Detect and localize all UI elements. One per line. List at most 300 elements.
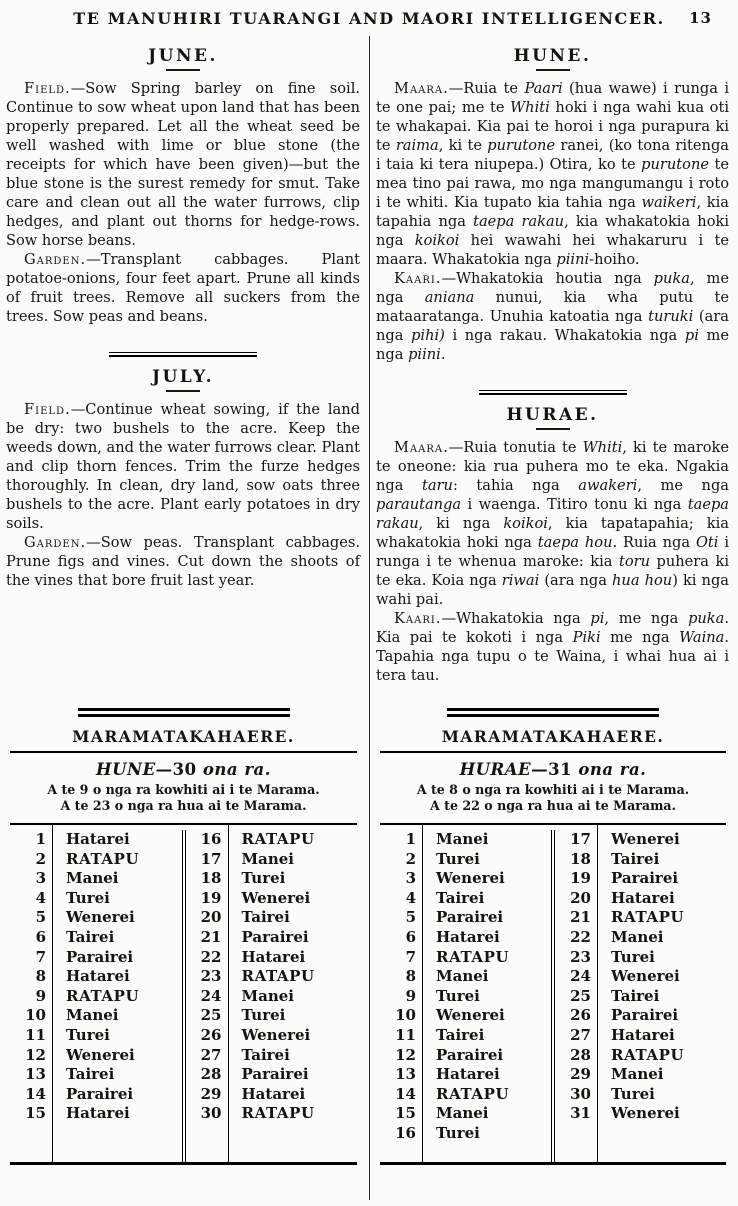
calendar-row [10, 948, 182, 968]
text-run: hei wawahi hei whakaruru i te maara. Whakatokia nga [376, 232, 729, 268]
calendar-row [10, 1026, 182, 1046]
calendar-row [10, 987, 182, 1007]
day-number: 13 [25, 1065, 46, 1084]
text-run: puka [688, 610, 725, 627]
lead-word: Maara. [394, 439, 449, 456]
text-run: —Whakatokia houtia nga [441, 270, 654, 287]
column-rule [597, 825, 598, 1162]
calendar-row [186, 967, 358, 987]
calendar-row [555, 830, 726, 850]
text-run: i runga i te whenua maroke: kia [376, 534, 729, 570]
day-number: 27 [200, 1045, 222, 1064]
day-number: 18 [570, 849, 591, 868]
text-run: , ki te [438, 137, 488, 154]
day-number: 30 [570, 1084, 591, 1103]
paragraph-july-garden [6, 533, 360, 590]
calendar-row [380, 850, 551, 870]
day-name: Wenerei [611, 830, 680, 848]
calendar-row [380, 869, 551, 889]
column-container [0, 36, 738, 1200]
calendar-row [186, 1026, 358, 1046]
calendar-row [186, 889, 358, 909]
day-name: Manei [66, 869, 119, 888]
text-run: parautanga [376, 496, 462, 513]
text-run: aniana [424, 289, 475, 306]
day-name: Turei [66, 888, 110, 907]
calendar-row [555, 850, 726, 870]
calendar-row [10, 1065, 182, 1085]
moon-phase-line: A te 8 o nga ra kowhiti ai i te Marama. [416, 782, 690, 797]
section-divider-rule [479, 390, 627, 395]
text-run: taru [422, 477, 453, 494]
text-run: Piki [572, 629, 601, 646]
calendar-row [380, 967, 551, 987]
day-number: 2 [405, 849, 416, 868]
section-heading-july: JULY. [151, 367, 215, 387]
column-english [0, 36, 369, 1200]
day-number: 6 [35, 927, 46, 946]
text-run: taepa rakau [473, 213, 565, 230]
day-number: 20 [200, 908, 222, 927]
paragraph-june-field [6, 79, 360, 250]
day-name: Wenerei [436, 1006, 505, 1025]
calendar-row [10, 850, 182, 870]
lead-word: Field. [24, 401, 71, 418]
text-run: pi [684, 327, 699, 344]
text-run: . Kia pai te kokoti i nga [376, 610, 729, 646]
day-name: Manei [436, 830, 489, 848]
day-number: 23 [570, 947, 591, 966]
text-run: . [440, 346, 446, 363]
day-number: 12 [395, 1045, 416, 1064]
double-rule [447, 708, 659, 717]
text-run: ranei, (ko tona ritenga i taia ki tera niupepa.) Otira, ko te [376, 137, 729, 173]
text-run: taepa rakau [376, 496, 729, 532]
day-name: Wenerei [241, 888, 311, 907]
calendar-row [380, 1046, 551, 1066]
day-number: 11 [25, 1025, 46, 1044]
day-number: 24 [570, 967, 591, 986]
section-heading-hurae: HURAE. [506, 405, 599, 425]
calendar-row [380, 1006, 551, 1026]
day-number: 28 [570, 1045, 591, 1064]
calendar-row [10, 1085, 182, 1105]
text-run: purutone [487, 137, 556, 154]
day-number: 23 [200, 967, 222, 986]
day-name: RATAPU [66, 849, 140, 868]
day-number: 19 [570, 869, 591, 888]
day-name: Tairei [241, 1045, 290, 1064]
day-number: 21 [200, 927, 222, 946]
calendar-row [186, 850, 358, 870]
day-name: Wenerei [436, 869, 505, 888]
calendar-row [10, 928, 182, 948]
text-run: . Tapahia nga tupu o te Waina, i whai hua ai i tera tau. [376, 629, 730, 684]
day-number: 28 [200, 1065, 222, 1084]
calendar-row [380, 1085, 551, 1105]
text-run: waikeri [641, 194, 697, 211]
text-run: : tahia nga [452, 477, 579, 494]
text-run: te mea tino pai rawa, mo nga mangumangu i roto i te whiti. Kia tupato kia tahia nga [376, 156, 729, 211]
text-run: ) ki nga wahi pai. [376, 572, 729, 608]
day-number: 6 [405, 927, 416, 946]
text-run: (hua wawe) i runga i te one pai; me te [376, 80, 729, 116]
day-name: Turei [436, 849, 480, 868]
text-run: piini [408, 346, 441, 363]
day-name: RATAPU [611, 1045, 685, 1064]
day-name: RATAPU [436, 947, 510, 966]
column-rule [228, 825, 229, 1162]
section-divider-rule [109, 352, 257, 357]
text-run: (ara nga [539, 572, 613, 589]
day-name: Wenerei [66, 1045, 135, 1064]
calendar-row [186, 830, 358, 850]
day-number: 4 [405, 888, 416, 907]
day-name: Turei [241, 1006, 286, 1025]
text-run: , ki te maroke te oneone: kia rua puhera mo te eka. Ngakia nga [376, 439, 729, 494]
day-name: RATAPU [66, 986, 140, 1005]
day-number: 1 [405, 830, 416, 848]
day-name: Parairei [436, 908, 504, 927]
text-run: koikoi [503, 515, 548, 532]
text-run: Paari [524, 80, 563, 97]
day-number: 26 [570, 1006, 591, 1025]
day-name: RATAPU [611, 908, 685, 927]
text-run: , me nga [376, 270, 729, 306]
calendar-row [186, 1104, 358, 1124]
day-name: Parairei [66, 947, 134, 966]
day-number: 7 [405, 947, 416, 966]
day-number: 14 [395, 1084, 416, 1103]
day-number: 15 [25, 1104, 46, 1123]
calendar-row [555, 1026, 726, 1046]
day-name: Manei [66, 1006, 119, 1025]
day-name: Tairei [436, 888, 485, 907]
calendar-row [380, 830, 551, 850]
text-run: puka [653, 270, 690, 287]
day-number: 30 [200, 1104, 222, 1123]
calendar-title: MARAMATAKAHAERE. [72, 727, 295, 746]
paragraph-hurae-kaari [376, 609, 729, 685]
text-run: awakeri [578, 477, 638, 494]
text-run: , me nga [637, 477, 729, 494]
text-run: , kia whakatokia hoki nga [376, 213, 729, 249]
text-run: turuki [648, 308, 694, 325]
day-number: 11 [395, 1025, 416, 1044]
text-run: —Ruia te [448, 80, 525, 97]
text-run: hoki i nga wahi kua oti te whakapai. Kia pai te horoi i nga purapura ki te [376, 99, 729, 154]
double-rule [78, 708, 290, 717]
day-number: 1 [35, 830, 46, 848]
text-run: me nga [600, 629, 680, 646]
day-number: 12 [25, 1045, 46, 1064]
day-number: 10 [25, 1006, 46, 1025]
text-run: —Transplant cabbages. Plant potatoe-onions, four feet apart. Prune all kinds of fruit trees. Remove all suckers from the trees. Sow peas and beans. [6, 251, 360, 325]
calendar-row [186, 1006, 358, 1026]
calendar-table-hune [10, 823, 357, 1165]
text-run: -hoiho. [589, 251, 640, 268]
day-name: Parairei [66, 1084, 134, 1103]
text-run: —Whakatokia nga [441, 610, 591, 627]
column-rule [52, 825, 53, 1162]
text-run: . Ruia nga [612, 534, 696, 551]
moon-phase-line: A te 23 o nga ra hua ai te Marama. [60, 798, 307, 813]
day-number: 16 [395, 1123, 416, 1142]
paragraph-july-field [6, 400, 360, 533]
day-name: RATAPU [241, 967, 315, 986]
calendar-row [186, 948, 358, 968]
day-number: 16 [200, 830, 222, 848]
day-number: 17 [570, 830, 591, 848]
text-run: —30 [155, 760, 203, 779]
text-run: taepa hou [537, 534, 613, 551]
day-name: Hatarei [611, 1025, 675, 1044]
lead-word: Maara. [394, 80, 449, 97]
day-name: Wenerei [66, 908, 135, 927]
lead-word: Garden. [24, 251, 87, 268]
day-number: 13 [395, 1065, 416, 1084]
day-number: 8 [405, 967, 416, 986]
calendar-row [186, 928, 358, 948]
lead-word: Kaari. [394, 270, 442, 287]
day-name: Hatarei [66, 1104, 130, 1123]
calendar-table-hurae [380, 823, 726, 1165]
text-run: purutone [641, 156, 709, 173]
calendar-row [555, 1046, 726, 1066]
day-name: Manei [436, 967, 489, 986]
day-number: 24 [200, 986, 222, 1005]
text-run: Oti [695, 534, 719, 551]
calendar-row [555, 948, 726, 968]
calendar-month-line [380, 760, 726, 779]
calendar-row [555, 1006, 726, 1026]
calendar-column-days-16-30 [182, 830, 358, 1162]
text-run: —31 [531, 760, 579, 779]
calendar-column-days-17-31 [551, 830, 726, 1162]
day-name: Turei [436, 986, 480, 1005]
calendar-row [380, 1065, 551, 1085]
text-run: ona ra. [578, 760, 647, 779]
heading-dash [536, 428, 570, 430]
calendar-section-hurae [380, 708, 726, 1165]
horizontal-rule [380, 751, 726, 753]
text-run: —Ruia tonutia te [448, 439, 583, 456]
day-name: Parairei [241, 1065, 309, 1084]
paragraph-june-garden [6, 250, 360, 326]
calendar-column-days-1-16 [380, 830, 551, 1162]
day-number: 3 [405, 869, 416, 888]
day-number: 8 [35, 967, 46, 986]
text-run: riwai [501, 572, 540, 589]
lead-word: Garden. [24, 534, 87, 551]
calendar-row [380, 908, 551, 928]
text-run: , kia tapatapahia; kia whakatokia hoki nga [376, 515, 729, 551]
calendar-row [555, 869, 726, 889]
text-run: , kia tapahia nga [376, 194, 729, 230]
calendar-row [555, 908, 726, 928]
day-number: 25 [200, 1006, 222, 1025]
column-maori [369, 36, 738, 1200]
day-number: 5 [35, 908, 46, 927]
calendar-title: MARAMATAKAHAERE. [441, 727, 665, 746]
text-run: hua hou [612, 572, 673, 589]
page-number: 13 [689, 9, 712, 27]
calendar-row [380, 948, 551, 968]
calendar-row [186, 908, 358, 928]
calendar-row [380, 1124, 551, 1144]
day-name: Tairei [436, 1025, 485, 1044]
calendar-column-days-1-15 [10, 830, 182, 1162]
day-number: 29 [200, 1084, 222, 1103]
day-number: 26 [200, 1025, 222, 1044]
day-name: Tairei [611, 986, 660, 1005]
text-run: Whiti [582, 439, 623, 456]
day-name: Turei [436, 1123, 480, 1142]
calendar-row [555, 987, 726, 1007]
text-run: koikoi [414, 232, 460, 249]
text-run: —Continue wheat sowing, if the land be dry: two bushels to the acre. Keep the weeds down, and the water furrows clear. Plant and clip thorn fences. Trim the furze hedges thoroughly. In clean, dry land, sow oats three bushels to the acre. Plant early potatoes in dry soils. [6, 401, 360, 532]
day-number: 3 [35, 869, 46, 888]
text-run: Whiti [510, 99, 550, 116]
calendar-row [555, 889, 726, 909]
text-run: raima [395, 137, 439, 154]
calendar-row [555, 1104, 726, 1124]
day-name: Hatarei [436, 927, 500, 946]
day-number: 18 [200, 869, 222, 888]
day-name: Tairei [66, 927, 115, 946]
day-name: Manei [241, 849, 294, 868]
day-name: Turei [241, 869, 286, 888]
text-run: Waina [679, 629, 725, 646]
day-name: Manei [241, 986, 294, 1005]
calendar-row [380, 1026, 551, 1046]
day-name: Manei [611, 927, 664, 946]
day-number: 15 [395, 1104, 416, 1123]
calendar-row [10, 1046, 182, 1066]
text-run: pi [590, 610, 605, 627]
calendar-row [10, 1104, 182, 1124]
calendar-row [555, 1085, 726, 1105]
day-name: Parairei [241, 927, 309, 946]
text-run: , ki nga [418, 515, 504, 532]
calendar-row [10, 1006, 182, 1026]
calendar-row [186, 1065, 358, 1085]
masthead-title: TE MANUHIRI TUARANGI AND MAORI INTELLIGENCER. [73, 9, 665, 28]
day-name: Tairei [611, 849, 660, 868]
masthead [0, 0, 738, 28]
day-name: Parairei [611, 1006, 679, 1025]
text-run: i nga rakau. Whakatokia nga [444, 327, 685, 344]
calendar-month-line [10, 760, 357, 779]
day-number: 31 [570, 1104, 591, 1123]
calendar-row [555, 1065, 726, 1085]
text-run: pihi) [411, 327, 445, 344]
text-run: (ara nga [376, 308, 729, 344]
calendar-row [380, 987, 551, 1007]
day-number: 29 [570, 1065, 591, 1084]
text-run: me nga [376, 327, 729, 363]
day-name: Hatarei [66, 967, 130, 986]
day-number: 22 [200, 947, 222, 966]
section-heading-hune: HUNE. [513, 46, 592, 66]
calendar-row [10, 908, 182, 928]
horizontal-rule [10, 751, 357, 753]
day-number: 7 [35, 947, 46, 966]
day-name: Hatarei [241, 1084, 306, 1103]
calendar-row [10, 889, 182, 909]
day-number: 2 [35, 849, 46, 868]
text-run: toru [618, 553, 651, 570]
calendar-row [186, 987, 358, 1007]
day-name: Hatarei [436, 1065, 500, 1084]
day-number: 25 [570, 986, 591, 1005]
day-name: Tairei [66, 1065, 115, 1084]
day-name: Hatarei [241, 947, 306, 966]
text-run: , me nga [604, 610, 689, 627]
paragraph-hune-maara [376, 79, 729, 269]
day-number: 5 [405, 908, 416, 927]
text-run: i waenga. Titiro tonu ki nga [461, 496, 688, 513]
day-number: 9 [405, 986, 416, 1005]
section-heading-june: JUNE. [148, 46, 218, 66]
day-number: 22 [570, 927, 591, 946]
day-name: Tairei [241, 908, 290, 927]
lead-word: Field. [24, 80, 71, 97]
lead-word: Kaari. [394, 610, 442, 627]
heading-dash [536, 69, 570, 71]
text-run: nunui, kia wha putu te mataaratanga. Unuhia katoatia nga [376, 289, 729, 325]
text-run: piini [556, 251, 590, 268]
day-name: Wenerei [241, 1025, 311, 1044]
day-number: 4 [35, 888, 46, 907]
day-number: 27 [570, 1025, 591, 1044]
day-number: 21 [570, 908, 591, 927]
text-run: puhera ki te eka. Koia nga [376, 553, 729, 589]
day-name: RATAPU [241, 830, 315, 848]
calendar-row [555, 928, 726, 948]
heading-dash [166, 390, 200, 392]
day-name: Manei [436, 1104, 489, 1123]
calendar-section-hune [10, 708, 357, 1165]
day-name: RATAPU [436, 1084, 510, 1103]
day-name: Turei [611, 1084, 655, 1103]
day-number: 9 [35, 986, 46, 1005]
moon-phase-line: A te 9 o nga ra kowhiti ai i te Marama. [47, 782, 320, 797]
day-name: Wenerei [611, 967, 680, 986]
day-name: Hatarei [611, 888, 675, 907]
day-number: 17 [200, 849, 222, 868]
day-name: Hatarei [66, 830, 130, 848]
column-rule [422, 825, 423, 1162]
text-run: —Sow Spring barley on fine soil. Continue to sow wheat upon land that has been properly prepared. Let all the wheat seed be well washed with lime or blue stone (the receipts for which have been given)—but the blue stone is the surest remedy for smut. Take care and clean out all the water furrows, clip hedges, and plant out thorns for hedge-rows. Sow horse beans. [6, 80, 360, 249]
calendar-row [186, 1046, 358, 1066]
calendar-row [380, 1104, 551, 1124]
day-name: RATAPU [241, 1104, 315, 1123]
calendar-row [10, 869, 182, 889]
moon-phase-line: A te 22 o nga ra hua ai te Marama. [430, 798, 676, 813]
day-name: Parairei [611, 869, 679, 888]
day-name: Turei [66, 1025, 110, 1044]
calendar-row [380, 928, 551, 948]
calendar-row [186, 869, 358, 889]
calendar-row [186, 1085, 358, 1105]
text-run: HUNE [96, 760, 156, 779]
heading-dash [166, 69, 200, 71]
day-number: 19 [200, 888, 222, 907]
text-run: HURAE [459, 760, 532, 779]
day-name: Parairei [436, 1045, 504, 1064]
calendar-row [10, 830, 182, 850]
